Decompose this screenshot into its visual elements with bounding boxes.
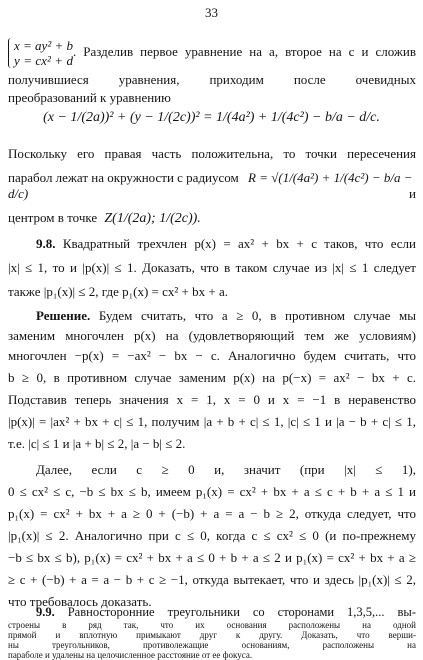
problem-9-9-line bbox=[8, 604, 416, 620]
text-line: также |p₁(x)| ≤ 2, где p₁(x) = cx² + bx + a. bbox=[8, 284, 228, 299]
equation-system: x = ay² + b y = cx² + d bbox=[8, 38, 73, 68]
problem-9-8-line bbox=[8, 236, 416, 252]
solution-heading: Решение. bbox=[36, 308, 91, 323]
text-line: строены в ряд так, что их основания расположены на одной bbox=[8, 620, 416, 630]
text-line bbox=[8, 170, 416, 202]
text-line: прямой и вплотную примыкают друг к другу. Доказать, что верши- bbox=[8, 630, 416, 640]
text-line: . Разделив первое уравнение на a, второе на c и сложив bbox=[72, 43, 416, 59]
problem-number: 9.8. bbox=[36, 236, 56, 251]
system-line bbox=[8, 38, 416, 68]
text-span: Равносторонние треугольники со сторонами 1,3,5,... вы- bbox=[67, 605, 416, 619]
text-line: параболе и удалены на целочисленное расстояние от ее фокуса. bbox=[8, 650, 253, 660]
text-span: Квадратный трехчлен p(x) = ax² + bx + c таков, что если bbox=[62, 236, 416, 251]
text-line: ≥ c + (−b) + a = a − b + c ≥ −1, откуда вытекает, что и здесь |p₁(x)| ≤ 2, bbox=[8, 572, 416, 587]
problem-number: 9.9. bbox=[36, 605, 55, 619]
text-line: многочлен −p(x) = −ax² − bx − c. Аналогично будем считать, что bbox=[8, 348, 416, 363]
text-line: Подставив теперь значения x = 1, x = 0 и x = −1 в неравенство bbox=[8, 392, 416, 407]
text-line: 0 ≤ cx² ≤ c, −b ≤ bx ≤ b, имеем p₁(x) = cx² + bx + a ≤ c + b + a ≤ 1 и bbox=[8, 484, 416, 499]
text-span: центром в точке bbox=[8, 210, 98, 225]
solution-line bbox=[8, 308, 416, 324]
text-line: |x| ≤ 1, то и |p(x)| ≤ 1. Доказать, что в таком случае из |x| ≤ 1 следует bbox=[8, 260, 416, 275]
text-line: преобразований к уравнению bbox=[8, 90, 171, 105]
text-line: что требовалось доказать. bbox=[8, 594, 152, 609]
text-line: b ≥ 0, в противном случае заменим p(x) на p(−x) = ax² − bx + c. bbox=[8, 370, 416, 385]
text-line: |p₁(x)| ≤ 2. Аналогично при c ≤ 0, когда c ≤ cx² ≤ 0 (и по-прежнему bbox=[8, 528, 416, 543]
text-line: |p(x)| = |ax² + bx + c| ≤ 1, получим |a + b + c| ≤ 1, |c| ≤ 1 и |a − b + c| ≤ 1, bbox=[8, 414, 416, 429]
text-span: и bbox=[409, 186, 416, 201]
text-span: парабол лежат на окружности с радиусом bbox=[8, 170, 239, 185]
text-line: получившиеся уравнения, приходим после очевидных bbox=[8, 72, 416, 87]
text-span: Будем считать, что a ≥ 0, в противном случае мы bbox=[98, 308, 416, 323]
page-number: 33 bbox=[205, 5, 218, 20]
text-line: ны треугольников, противолежащие основаниям, расположены на bbox=[8, 640, 416, 650]
text-line bbox=[8, 210, 416, 227]
text-line: Далее, если c ≥ 0 и, значит (при |x| ≤ 1), bbox=[36, 462, 416, 477]
text-line: т.е. |c| ≤ 1 и |a + b| ≤ 2, |a − b| ≤ 2. bbox=[8, 436, 186, 451]
equation-circle: (x − 1/(2a))² + (y − 1/(2c))² = 1/(4a²) + 1/(4c²) − b/a − d/c. bbox=[43, 110, 380, 125]
text-line: заменим многочлен p(x) на (удовлетворяющий тем же условиям) bbox=[8, 328, 416, 343]
text-line: Поскольку его правая часть положительна, то точки пересечения bbox=[8, 146, 416, 161]
radius-formula: R = √(1/(4a²) + 1/(4c²) − b/a − d/c) bbox=[8, 170, 413, 201]
text-line: p₁(x) = cx² + bx + a ≥ 0 + (−b) + a = a − b ≥ 2, откуда следует, что bbox=[8, 506, 416, 521]
text-line: −b ≤ bx ≤ b), p₁(x) = cx² + bx + a ≤ 0 + b + a ≤ 2 и p₁(x) = cx² + bx + a ≥ bbox=[8, 550, 416, 565]
center-formula: Z(1/(2a); 1/(2c)). bbox=[104, 211, 201, 226]
